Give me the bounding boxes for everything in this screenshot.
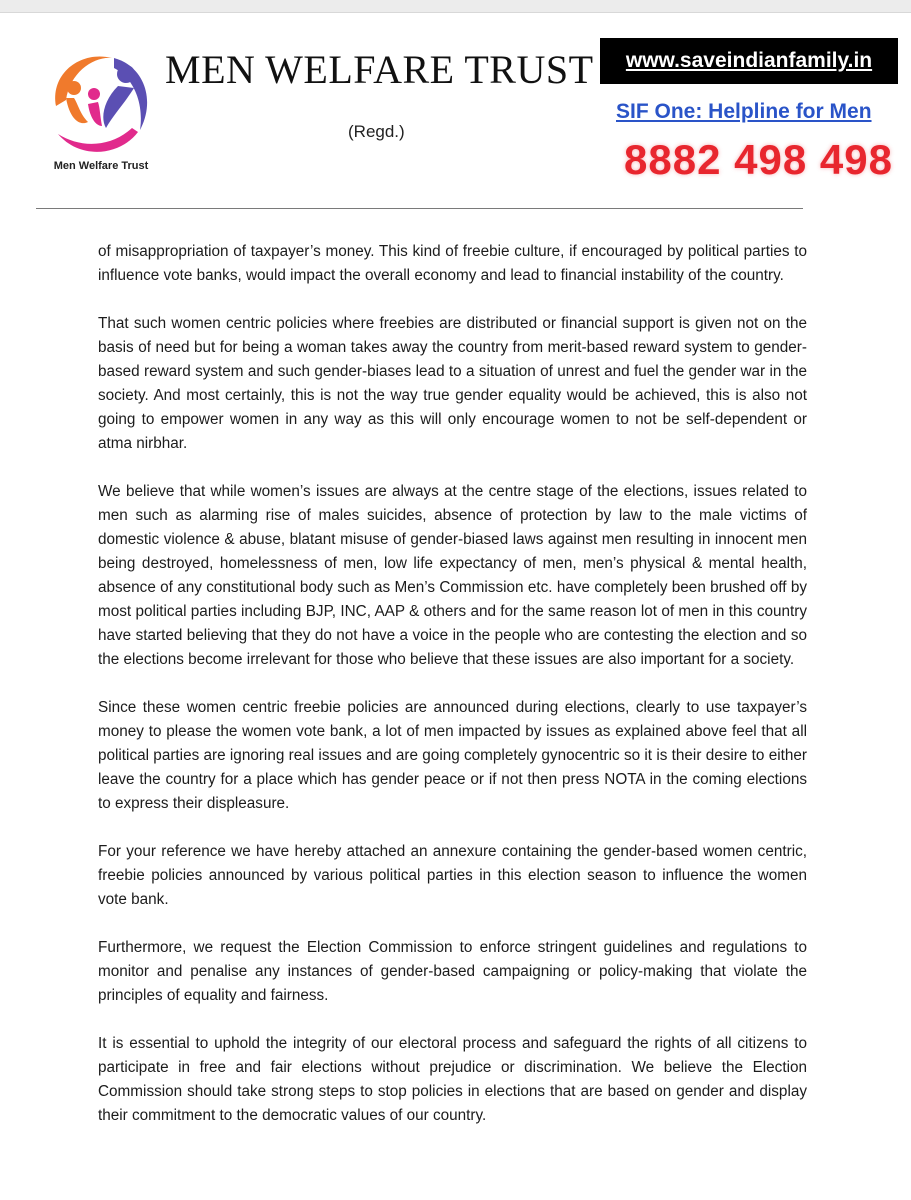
logo-orange-arc: [55, 56, 112, 106]
letter-body: [98, 240, 807, 1152]
body-paragraph: It is essential to uphold the integrity of our electoral process and safeguard the rights of all citizens to participate in free and fair elections without prejudice or discrimination. We believe the Election Commission should take strong steps to stop policies in elections that are based on gender and display their commitment to the democratic values of our country.: [98, 1035, 807, 1124]
top-strip: [0, 0, 911, 13]
body-paragraph: Since these women centric freebie policies are announced during elections, clearly to use taxpayer’s money to please the women vote bank, a lot of men impacted by issues as explained above feel that all political parties are ignoring real issues and are going completely gynocentric so it is their desire to either leave the country for a place which has gender peace or if not then press NOTA in the coming elections to express their displeasure.: [98, 699, 807, 812]
logo-figure-head-1: [67, 81, 81, 95]
helpline-phone-number[interactable]: 8882 498 498: [624, 136, 893, 183]
body-paragraph: Furthermore, we request the Election Commission to enforce stringent guidelines and regulations to monitor and penalise any instances of gender-based campaigning or policy-making that violate the principles of equality and fairness.: [98, 939, 807, 1004]
logo-caption: Men Welfare Trust: [53, 160, 149, 172]
website-link[interactable]: www.saveindianfamily.in: [625, 49, 873, 72]
header-divider: [36, 208, 803, 209]
helpline-label[interactable]: SIF One: Helpline for Men: [616, 100, 872, 123]
body-paragraph: That such women centric policies where freebies are distributed or financial support is given not on the basis of need but for being a woman takes away the country from merit-based reward system to gender-based reward system and such gender-biases lead to a situation of unrest and fuel the gender war in the society. And most certainly, this is not the way true gender equality would be achieved, this is also not going to empower women in any way as this will only encourage women to not be self-dependent or atma nirbhar.: [98, 315, 807, 452]
logo-figure-body-3: [88, 102, 102, 126]
registered-label: (Regd.): [348, 122, 405, 141]
body-paragraph: For your reference we have hereby attached an annexure containing the gender-based women centric, freebie policies announced by various political parties in this election season to influence the women vote bank.: [98, 843, 807, 908]
logo-magenta-arc: [58, 128, 138, 152]
organization-name: MEN WELFARE TRUST: [165, 47, 594, 92]
men-welfare-trust-logo: [44, 44, 154, 159]
logo-figure-body-2: [103, 86, 134, 128]
body-paragraph: of misappropriation of taxpayer’s money. This kind of freebie culture, if encouraged by political parties to influence vote banks, would impact the overall economy and lead to financial instability of the country.: [98, 243, 807, 284]
logo-figure-body-1: [66, 98, 88, 123]
logo-figure-head-3: [88, 88, 100, 100]
logo-figure-head-2: [117, 65, 135, 83]
body-paragraph: We believe that while women’s issues are always at the centre stage of the elections, issues related to men such as alarming rise of males suicides, absence of protection by law to the male victims of domestic violence & abuse, blatant misuse of gender-biased laws against men resulting in innocent men being destroyed, homelessness of men, low life expectancy of men, men’s physical & mental health, absence of any constitutional body such as Men’s Commission etc. have completely been brushed off by most political parties including BJP, INC, AAP & others and for the same reason lot of men in this country have started believing that they do not have a voice in the people who are contesting the election and so the elections become irrelevant for those who believe that these issues are also important for a society.: [98, 483, 807, 668]
website-banner[interactable]: [600, 38, 898, 84]
